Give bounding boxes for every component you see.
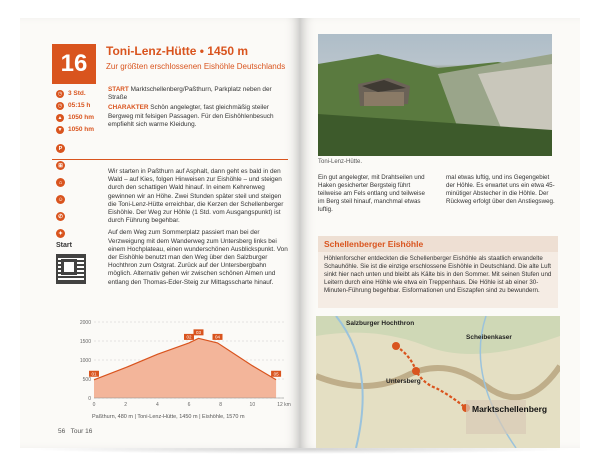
photo-caption: Toni-Lenz-Hütte. <box>318 159 363 165</box>
tour-info: START Marktschellenberg/Paßthurn, Parkplatz neben der Straße CHARAKTER Schön angelegter, fast gleichmäßig steiler Bergweg mit felsigen Passagen. Für den Eishöhlenbesuch empfiehlt sich warme Kleidung. <box>108 86 274 128</box>
tour-number-badge: 16 <box>52 44 96 84</box>
info-box-text: Höhlenforscher entdeckten die Schellenberger Eishöhle als staatlich erwandelte Schauhöhle. Sie ist die einzige erschlossene Eishöhle in Deutschland. Die alte Luft sinkt hier nach unten und bleibt als Kälte bis in den Sommer. Mit seinen Stufen und Leitern durch eine Höhle wie etwa ein Treppenhaus. Die Höhle ist ab einer 30-Minuten-Führung begehbar. Eisformationen und Eiszapfen sind zu bewundern. <box>318 252 558 308</box>
map-label: Scheibenkaser <box>466 334 512 341</box>
ascent-icon: ▲ <box>57 114 63 121</box>
x-tick-label: 10 <box>249 402 256 408</box>
route-description: Wir starten in Paßthurn auf Asphalt, dann geht es bald in den Wald – auf Kies, folgen Hinweisen zur Eishöhle – und steigen durch den schattigen Wald hinauf. In einem Kehrenweg gewinnen wir an Höhe. Zwei Stunden später steil und steigen die Toni-Lenz-Hütte erreichbar, die Kerzen der Schellenberger Eishöhle. Der Weg zur Höhle (1 Std. vom Ausgangspunkt) ist durch Führung begehbar. Auf dem Weg zum Sommerplatz passiert man bei der Verzweigung mit dem Wanderweg zum Untersberg links bei einem Hochplateau, einen wunderschönen Ausblickspunkt. Von der Eishöhle benutzt man den Weg über den Salzburger Hochthron zum Ostgrat. Zurück auf der Untersbergbahn möglich. Alternativ gehen wir zwischen schönen Almen und entlang den Thomas-Eder-Steig zur Mittagsscharte hinauf. <box>108 168 288 286</box>
y-tick-label: 2000 <box>79 320 91 326</box>
topo-map-image <box>316 316 560 448</box>
elevation-profile-chart <box>64 312 292 422</box>
route-map <box>316 316 560 448</box>
parking-icon: P <box>56 144 65 153</box>
y-tick-label: 1500 <box>79 339 91 345</box>
stat-descent: ▼ 1050 hm <box>57 126 95 133</box>
descent-icon: ▼ <box>57 126 63 133</box>
x-tick-label: 8 <box>219 402 223 408</box>
waypoint-label: 02 <box>186 334 192 340</box>
tour-stats <box>56 88 94 136</box>
kids-icon: ☺ <box>57 196 64 203</box>
x-tick-label: 6 <box>187 402 191 408</box>
map-label: Untersberg <box>386 378 421 385</box>
x-tick-label: 0 <box>92 402 96 408</box>
x-tick-label: 2 <box>124 402 128 408</box>
divider-line <box>52 159 288 160</box>
stat-time: ◷ 05:15 h <box>57 102 91 109</box>
y-tick-label: 500 <box>82 377 91 383</box>
tour-subtitle: Zur größten erschlossenen Eishöhle Deutschlands <box>106 62 286 71</box>
page-footer: 56 Tour 16 <box>58 428 93 435</box>
map-label: Salzburger Hochthron <box>346 320 415 327</box>
clock-icon: ◷ <box>57 90 63 97</box>
tour-title: Toni-Lenz-Hütte • 1450 m <box>106 44 248 58</box>
waypoint-label: 04 <box>214 334 221 340</box>
open-guidebook <box>20 18 580 448</box>
map-place-label: Marktschellenberg <box>472 404 548 414</box>
hut-photo <box>318 34 552 156</box>
start-label: Start <box>56 242 72 249</box>
right-page <box>300 18 580 448</box>
stat-ascent: ▲ 1050 hm <box>57 114 95 121</box>
info-box-title: Schellenberger Eishöhle <box>318 236 558 252</box>
phone-icon: ✆ <box>56 212 65 221</box>
x-tick-label: 4 <box>155 402 159 408</box>
text-column-2: mal etwas luftig, und ins Gegengebiet der Höhle. Es erwartet uns ein etwa 45-minütiger Abstecher in die Höhle. Der Rückweg erfolgt über den Anstiegsweg. <box>446 174 555 205</box>
waypoint-label: 01 <box>91 371 97 377</box>
waypoint-label: 03 <box>195 329 202 335</box>
waypoint-label: 05 <box>273 371 279 377</box>
bus-icon: ⊞ <box>56 161 65 170</box>
stat-duration: ◷ 3 Std. <box>57 90 86 97</box>
text-column-1: Ein gut angelegter, mit Drahtseilen und Haken gesicherter Bergsteig führt teilweise am Fels entlang und teilweise im Berg steil hinauf, manchmal etwas luftig. <box>318 174 425 213</box>
left-page <box>20 18 300 448</box>
hut-icon: ⌂ <box>56 178 65 187</box>
profile-area <box>94 338 276 398</box>
qr-code-icon <box>56 254 86 284</box>
y-tick-label: 0 <box>88 396 91 402</box>
y-tick-label: 1000 <box>79 358 91 364</box>
profile-legend: Paßthurn, 480 m | Toni-Lenz-Hütte, 1450 m | Eishöhle, 1570 m <box>92 414 245 420</box>
mountain-photo-image <box>318 34 552 156</box>
timer-icon: ◷ <box>57 102 63 109</box>
x-tick-label: 12 km <box>277 402 291 408</box>
dog-icon: ✦ <box>56 229 65 238</box>
